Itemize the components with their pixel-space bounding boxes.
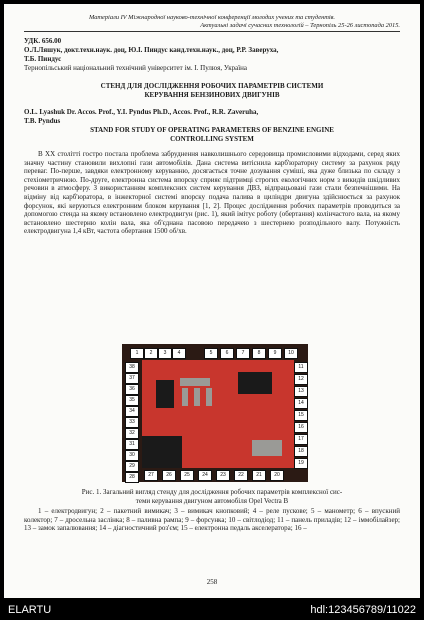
handle-id[interactable]: hdl:123456789/11022: [310, 604, 416, 616]
figure-label: 12: [294, 374, 308, 385]
figure-label: 34: [125, 406, 139, 417]
affiliation: Тернопільський національний технічний університет ім. І. Пулюя, Україна: [24, 64, 248, 72]
figure-label: 2: [144, 348, 158, 359]
figure-label: 28: [125, 472, 139, 483]
document-page: [4, 4, 420, 598]
injector-2: [194, 388, 200, 406]
figure-label: 31: [125, 439, 139, 450]
figure-label: 3: [158, 348, 172, 359]
title-ua-line-2: КЕРУВАННЯ БЕНЗИНОВИХ ДВИГУНІВ: [144, 91, 280, 99]
conference-header: [24, 14, 400, 30]
figure-label: 32: [125, 428, 139, 439]
authors-en-line-1: O.L. Lyashuk Dr. Accos. Prof., Y.I. Pyndus Ph.D., Accos. Prof., R.R. Zaveruha,: [24, 108, 259, 116]
figure-label: 23: [216, 470, 230, 481]
figure-label: 17: [294, 434, 308, 445]
authors-ua-line-2: Т.Б. Пиндус: [24, 55, 62, 63]
figure-label: 38: [125, 362, 139, 373]
header-line-1: Матеріали IV Міжнародної науково-технічної конференції молодих учених та студентів.: [88, 14, 336, 21]
figure-label: 24: [198, 470, 212, 481]
fuel-rail: [180, 378, 210, 386]
figure-label: 8: [252, 348, 266, 359]
figure-label: 11: [294, 362, 308, 373]
stand-photo: [122, 344, 308, 482]
figure-label: 35: [125, 395, 139, 406]
title-ua-line-1: СТЕНД ДЛЯ ДОСЛІДЖЕННЯ РОБОЧИХ ПАРАМЕТРІВ СИСТЕМИ: [100, 82, 324, 90]
header-divider: [24, 31, 400, 32]
figure-label: 25: [180, 470, 194, 481]
figure-label: 30: [125, 450, 139, 461]
figure-label: 18: [294, 446, 308, 457]
injector-3: [206, 388, 212, 406]
figure-caption-line-2: теми керування двигуном автомобіля Opel Vectra B: [135, 497, 289, 505]
figure-label: 19: [294, 458, 308, 469]
intake-manifold: [156, 380, 174, 408]
figure-label: 16: [294, 422, 308, 433]
electric-motor: [142, 436, 182, 468]
header-line-2: Актуальні задачі сучасних технологій – Тернопіль 25-26 листопада 2015.: [200, 22, 400, 29]
figure-label: 10: [284, 348, 298, 359]
page-number: 258: [206, 578, 218, 586]
injector-1: [182, 388, 188, 406]
figure-label: 29: [125, 461, 139, 472]
udc-code: УДК. 656.00: [24, 37, 62, 45]
authors-ua-line-1: О.Л.Ляшук, докт.техн.наук. доц, Ю.І. Пиндус канд.техн.наук., доц, Р.Р. Заверуха,: [24, 46, 279, 54]
viewer-footer: [0, 600, 424, 620]
repository-name: ELARTU: [8, 604, 52, 616]
figure-label: 36: [125, 384, 139, 395]
figure-legend: 1 – електродвигун; 2 – пакетний вимикач; 3 – вимикач кнопковий; 4 – реле пускове; 5 – манометр; 6 – впускний колектор; 7 – дросельна заслінка; 8 – паливна рампа; 9 – форсунка; 10 – світлодіод; 11 – панель приладів; 12 – іммобілайзер; 13 – замок запалювання; 14 – діагностичний роз'єм; 15 – електронна педаль акселератора; 16 –: [24, 507, 400, 533]
figure-label: 4: [172, 348, 186, 359]
figure-label: 9: [268, 348, 282, 359]
ecu-module: [252, 440, 282, 456]
title-en-line-1: STAND FOR STUDY OF OPERATING PARAMETERS OF BENZINE ENGINE: [90, 126, 334, 134]
figure-label: 7: [236, 348, 250, 359]
figure-label: 6: [220, 348, 234, 359]
figure-label: 5: [204, 348, 218, 359]
body-paragraph: В XX столітті гостро постала проблема забруднення навколишнього середовища промисловими відходами, серед яких значну частину становили вихлопні гази автомобілів. Дана система витіснила карб'юраторну систему за рахунок ряду переваг. По-перше, завдяки електронному керуванню, досягається точне дозування суміші, яка дуже близька по складу з стехіометричною. По-друге, електронна система впорску сприяє підтримці строгих екологічних норм з викидів шкідливих речовин в атмосферу. З використанням комплексних систем керування ДВЗ, відпрацьовані гази стали безпечнішими. На відміну від карб'юратора, в інжекторної системі впорску подача палива в циліндри двигуна здійснюється за рахунок форсунок, які керуються електронним блоком керування [1, 2]. Процес дослідження робочих параметрів проводиться за допомогою стенда на якому встановлено електродвигун (рис. 1), який імітує роботу (обертання) колінчастого вала, на якому встановлено шестерню колін вала, яка об'єднана пасовою передачею з шестернею розподільного валу. Потужність електродвигуна 1,4 кВт, частота обертання 1500 об/хв.: [24, 150, 400, 236]
figure-label: 21: [252, 470, 266, 481]
figure-label: 14: [294, 398, 308, 409]
figure-label: 27: [144, 470, 158, 481]
figure-label: 1: [130, 348, 144, 359]
figure-label: 15: [294, 410, 308, 421]
title-en-line-2: CONTROLLING SYSTEM: [170, 135, 254, 143]
instrument-panel: [238, 372, 272, 394]
figure-label: 33: [125, 417, 139, 428]
figure-caption-line-1: Рис. 1. Загальний вигляд стенду для дослідження робочих параметрів комплексної сис-: [81, 488, 343, 496]
figure-label: 20: [270, 470, 284, 481]
authors-en-line-2: T.B. Pyndus: [24, 117, 61, 125]
figure-label: 13: [294, 386, 308, 397]
figure-label: 26: [162, 470, 176, 481]
figure-label: 37: [125, 373, 139, 384]
figure-label: 22: [234, 470, 248, 481]
